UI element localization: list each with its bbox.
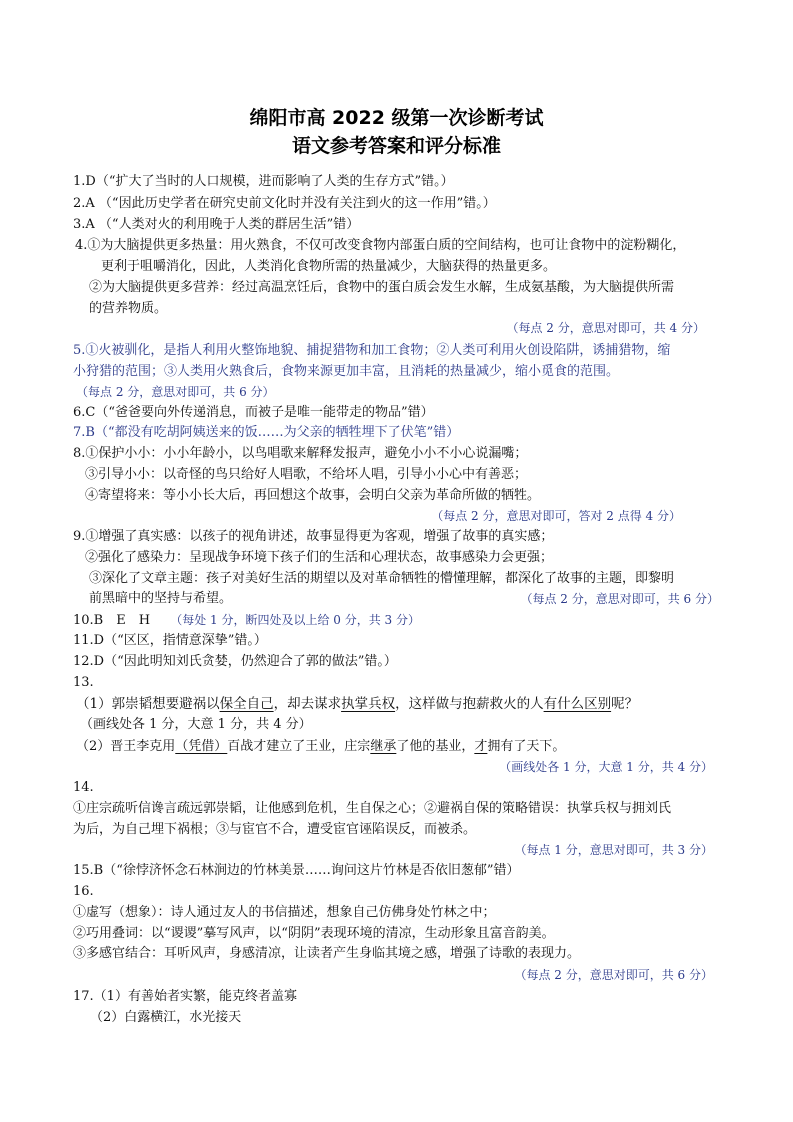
answer-16-line-2: ②巧用叠词：以“谡谡”摹写风声，以“阴阴”表现环境的清凉，生动形象且富音韵美。 (73, 926, 555, 941)
answer-9-line-4: 前黑暗中的坚持与希望。 (89, 591, 233, 606)
answer-9-score: （每点 2 分，意思对即可，共 6 分） (520, 592, 719, 606)
answer-16-score: （每点 2 分，意思对即可，共 6 分） (514, 968, 713, 982)
answer-9-line-2: ②强化了感染力：呈现战争环境下孩子们的生活和心理状态，故事感染力会更强； (85, 550, 554, 565)
text-segment: 呢？ (611, 696, 639, 712)
answer-6: 6.C（“爸爸要向外传递消息，而被子是唯一能带走的物品”错） (73, 405, 434, 420)
answer-15: 15.B（“徐悖济怀念石林涧边的竹林美景……询问这片竹林是否依旧葱郁”错） (73, 863, 520, 878)
answer-8-line-3: ④寄望将来：等小小长大后，再回想这个故事，会明白父亲为革命所做的牺牲。 (85, 488, 541, 503)
underlined-key-phrase: 保全自己 (219, 696, 274, 712)
answer-9-line-3: ③深化了文章主题：孩子对美好生活的期望以及对革命牺牲的懵懂理解，都深化了故事的主题，即黎明 (89, 571, 675, 586)
answer-14-line-2: 为后，为自己埋下祸根；③与宦官不合，遭受宦官诬陷误反，而被杀。 (73, 822, 477, 837)
answer-2: 2.A （“因此历史学者在研究史前文化时并没有关注到火的这一作用”错。） (73, 196, 496, 211)
answer-14-score: （每点 1 分，意思对即可，共 3 分） (514, 843, 713, 857)
text-segment: 了他的基业， (396, 739, 475, 754)
answer-13-part-1-score: （画线处各 1 分，大意 1 分，共 4 分） (80, 717, 312, 732)
answer-4-line-1: 4.①为大脑提供更多热量：用火熟食，不仅可改变食物内部蛋白质的空间结构，也可让食物中的淀粉糊化， (75, 238, 686, 253)
answer-4-score: （每点 2 分，意思对即可，共 4 分） (506, 321, 705, 335)
answer-13-part-2-score: （画线处各 1 分，大意 1 分，共 4 分） (499, 760, 713, 774)
text-segment: （2）晋王李克用 (76, 739, 176, 754)
answer-17-part-1: 17.（1）有善始者实繁，能克终者盖寡 (73, 989, 297, 1004)
exam-subtitle: 语文参考答案和评分标准 (291, 135, 501, 157)
underlined-key-phrase: 执掌兵权 (341, 696, 396, 712)
answer-14-number: 14. (73, 780, 94, 795)
text-segment: 百战才建立了王业，庄宗 (227, 739, 371, 754)
underlined-key-phrase: 有什么区别 (543, 696, 612, 712)
underlined-key-phrase: （凭借） (175, 739, 228, 754)
answer-9-line-1: 9.①增强了真实感：以孩子的视角讲述，故事显得更为客观，增强了故事的真实感； (73, 529, 554, 544)
answer-10-label: 10.B E H (73, 613, 151, 628)
answer-11: 11.D（“区区，指情意深挚”错。） (73, 633, 267, 648)
answer-16-number: 16. (73, 884, 94, 899)
answer-5-line-2: 小狩猎的范围；③人类用火熟食后，食物来源更加丰富，且消耗的热量减少，缩小觅食的范围。 (73, 364, 620, 379)
answer-1: 1.D（“扩大了当时的人口规模，进而影响了人类的生存方式”错。） (73, 174, 454, 189)
answer-8-line-1: 8.①保护小小：小小年龄小，以鸟唱歌来解释发报声，避免小小不小心说漏嘴； (73, 446, 528, 461)
answer-17-part-2: （2）白露横江，水光接天 (90, 1010, 242, 1025)
underlined-key-phrase: 才 (474, 739, 488, 754)
answer-13-number: 13. (73, 675, 94, 690)
answer-3: 3.A （“人类对火的利用晚于人类的群居生活”错） (73, 217, 360, 232)
text-segment: 拥有了天下。 (487, 739, 566, 754)
answer-4-line-3: ②为大脑提供更多营养：经过高温烹饪后，食物中的蛋白质会发生水解，生成氨基酸，为大脑提供所需 (89, 280, 675, 295)
answer-14-line-1: ①庄宗疏听信谗言疏远郭崇韬，让他感到危机，生自保之心；②避祸自保的策略错误：执掌兵权与拥刘氏 (73, 801, 672, 816)
underlined-key-phrase: 继承 (370, 739, 397, 754)
answer-16-line-1: ①虚写（想象）：诗人通过友人的书信描述，想象自己仿佛身处竹林之中； (73, 905, 496, 920)
answer-5-score: （每点 2 分，意思对即可，共 6 分） (76, 385, 275, 399)
text-segment: （1）郭崇韬想要避祸以 (76, 696, 220, 712)
answer-4-line-2: 更利于咀嚼消化，因此，人类消化食物所需的热量减少，大脑获得的热量更多。 (101, 259, 557, 274)
answer-12: 12.D（“因此明知刘氏贪婪，仍然迎合了郭的做法”错。） (73, 654, 397, 669)
answer-7: 7.B（“都没有吃胡阿姨送来的饭……为父亲的牺牲埋下了伏笔”错） (73, 425, 460, 440)
answer-4-line-4: 的营养物质。 (89, 301, 168, 316)
answer-5-line-1: 5.①火被驯化，是指人利用火整饰地貌、捕捉猎物和加工食物；②人类可利用火创设陷阱，诱捕猎物，缩 (73, 343, 671, 358)
text-segment: ，却去谋求 (273, 696, 342, 712)
answer-13-part-2 (76, 738, 565, 756)
answer-10 (73, 611, 420, 630)
text-segment: ，这样做与抱薪救火的人 (395, 696, 544, 712)
answer-8-score: （每点 2 分，意思对即可，答对 2 点得 4 分） (431, 509, 681, 523)
answer-13-part-1 (76, 695, 638, 713)
answer-16-line-3: ③多感官结合：耳听风声，身感清凉，让读者产生身临其境之感，增强了诗歌的表现力。 (73, 946, 581, 961)
exam-title: 绵阳市高 2022 级第一次诊断考试 (249, 107, 544, 129)
answer-8-line-2: ③引导小小：以奇怪的鸟只给好人唱歌，不给坏人唱，引导小小心中有善恶； (85, 467, 528, 482)
answer-10-score: （每处 1 分，断四处及以上给 0 分，共 3 分） (170, 613, 420, 627)
